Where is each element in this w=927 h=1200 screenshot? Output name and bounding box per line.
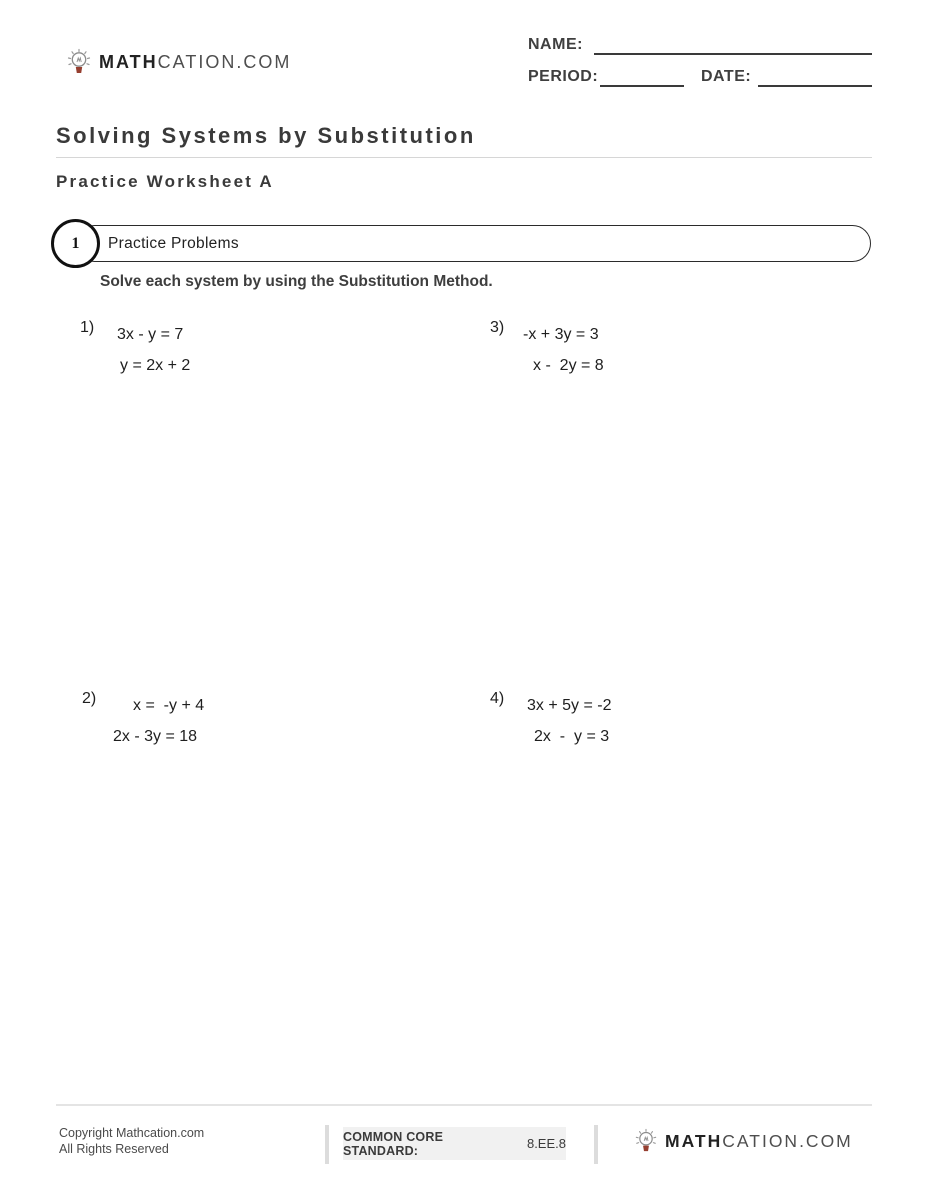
period-label: PERIOD: (528, 68, 599, 85)
equation-group (527, 690, 612, 752)
equation-line: y = 2x + 2 (120, 357, 191, 374)
standard-value: 8.EE.8 (526, 1136, 566, 1151)
problem-number: 4) (490, 690, 505, 707)
equation-line: x - 2y = 8 (533, 357, 604, 374)
name-label: NAME: (528, 36, 583, 53)
worksheet-title: Solving Systems by Substitution (56, 123, 476, 148)
footer-divider (56, 1104, 872, 1106)
equation-group (523, 319, 604, 381)
copyright-line-1: Copyright Mathcation.com (59, 1126, 205, 1140)
equation-line: x = -y + 4 (133, 697, 205, 714)
problem-3 (490, 319, 604, 381)
problem-4 (490, 690, 612, 752)
footer-logo (634, 1128, 853, 1154)
title-divider (56, 157, 872, 158)
equation-line: 2x - y = 3 (534, 728, 610, 745)
date-label: DATE: (701, 68, 752, 85)
equation-line: -x + 3y = 3 (523, 326, 599, 343)
brand-text (99, 52, 291, 73)
copyright-text (59, 1125, 204, 1157)
name-line (594, 53, 872, 55)
problem-number: 1) (80, 319, 95, 336)
common-core-box (343, 1127, 566, 1160)
section-number-circle (51, 219, 100, 268)
footer-divider-bar-left (325, 1125, 329, 1164)
section-number: 1 (71, 234, 80, 252)
brand-rest: CATION.COM (722, 1130, 853, 1151)
period-line (600, 85, 684, 87)
brand-bold: MATH (665, 1130, 723, 1151)
equation-line: 2x - 3y = 18 (113, 728, 198, 745)
brand-bold: MATH (99, 51, 158, 72)
footer-divider-bar-right (594, 1125, 598, 1164)
lightbulb-icon (634, 1128, 658, 1154)
lightbulb-icon (66, 48, 92, 76)
equation-group (113, 690, 204, 752)
problem-number: 3) (490, 319, 505, 336)
problem-2 (82, 690, 204, 752)
section-title: Practice Problems (108, 235, 239, 252)
standard-label: COMMON CORE STANDARD: (343, 1129, 444, 1158)
worksheet-subtitle: Practice Worksheet A (56, 172, 274, 191)
brand-text (665, 1131, 853, 1152)
problem-1 (80, 319, 190, 381)
header-logo (66, 48, 291, 76)
equation-line: 3x - y = 7 (117, 326, 184, 343)
equation-line: 3x + 5y = -2 (527, 697, 612, 714)
instruction-text: Solve each system by using the Substitution Method. (100, 273, 493, 290)
date-line (758, 85, 872, 87)
copyright-line-2: All Rights Reserved (59, 1142, 169, 1156)
equation-group (117, 319, 190, 381)
problem-number: 2) (82, 690, 97, 707)
brand-rest: CATION.COM (157, 51, 292, 72)
